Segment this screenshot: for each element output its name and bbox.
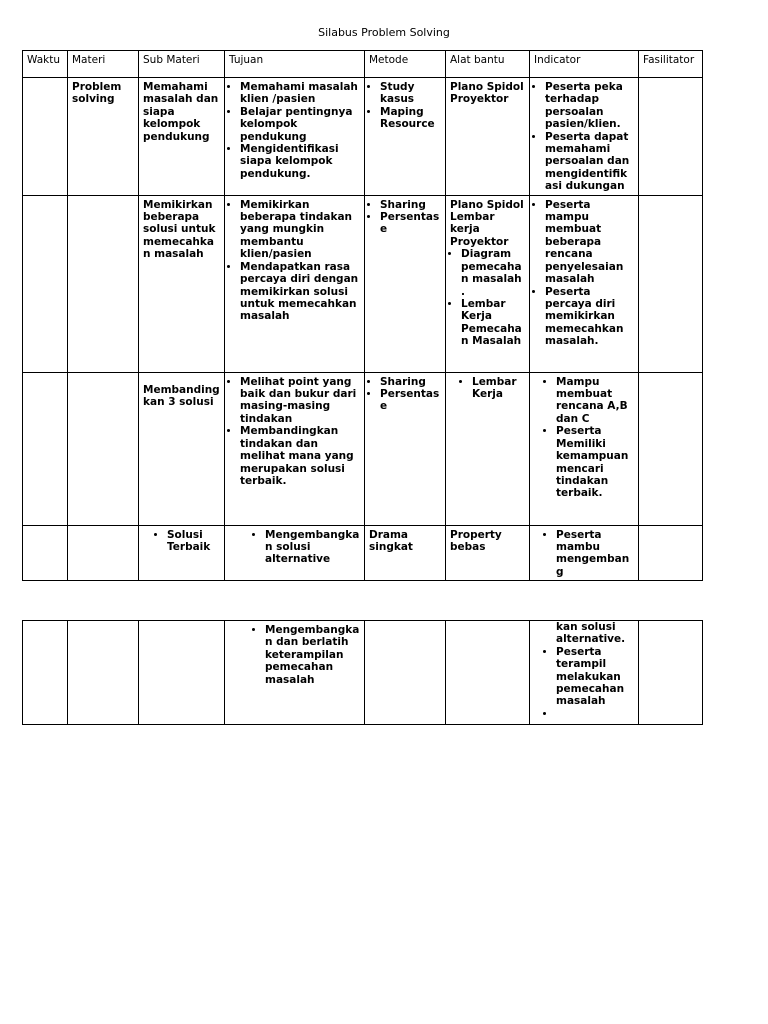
list-item: • Melihat point yang baik dan bukur dari masing-masing tindakan: [240, 376, 360, 426]
list-item: • Maping Resource: [380, 106, 441, 131]
list-item: • Peserta dapat memahami persoalan dan mengidentifikasi dukungan: [545, 131, 634, 193]
indicator-list: [534, 81, 634, 193]
cell-fasilitator: [639, 195, 703, 372]
list-item: • Study kasus: [380, 81, 441, 106]
tujuan-list: [229, 199, 360, 323]
cell-fasilitator: [639, 525, 703, 581]
cell-waktu: [23, 195, 68, 372]
alat-bantu-list: [450, 248, 525, 347]
list-item: • Peserta terampil melakukan pemecahan masalah: [556, 646, 634, 708]
list-item: • Peserta Memiliki kemampuan mencari tindakan terbaik.: [556, 425, 634, 499]
list-item: • Peserta mampu membuat beberapa rencana penyelesaian masalah: [545, 199, 634, 286]
cell-alat-bantu: [446, 621, 530, 725]
spacer: [143, 376, 220, 384]
cell-metode: [365, 78, 446, 196]
indicator-list: [534, 646, 634, 720]
cell-fasilitator: [639, 621, 703, 725]
cell-materi: [68, 372, 139, 525]
cell-sub-materi: [139, 372, 225, 525]
cell-alat-bantu: [446, 195, 530, 372]
cell-alat-bantu: Property bebas: [446, 525, 530, 581]
tujuan-list: [229, 529, 360, 566]
header-waktu: Waktu: [23, 51, 68, 78]
cell-waktu: [23, 621, 68, 725]
cell-waktu: [23, 78, 68, 196]
list-item: • Memikirkan beberapa tindakan yang mungkin membantu klien/pasien: [240, 199, 360, 261]
page-title: Silabus Problem Solving: [318, 26, 450, 39]
header-row: [23, 51, 703, 78]
cell-materi: [68, 195, 139, 372]
header-tujuan: Tujuan: [225, 51, 365, 78]
cell-metode: [365, 372, 446, 525]
cell-waktu: [23, 525, 68, 581]
table-row: [23, 195, 703, 372]
indicator-list: [534, 199, 634, 348]
cell-indicator: [530, 78, 639, 196]
list-item: • Mengembangkan solusi alternative: [265, 529, 360, 566]
list-item: • Solusi Terbaik: [167, 529, 220, 554]
indicator-continued-text: kan solusi alternative.: [556, 621, 626, 646]
cell-indicator: [530, 372, 639, 525]
table-row: [23, 621, 703, 725]
cell-tujuan: [225, 525, 365, 581]
list-item: • Peserta peka terhadap persoalan pasien/klien.: [545, 81, 634, 131]
cell-materi: Problem solving: [68, 78, 139, 196]
header-indicator: Indicator: [530, 51, 639, 78]
header-metode: Metode: [365, 51, 446, 78]
cell-alat-bantu: Plano Spidol Proyektor: [446, 78, 530, 196]
cell-sub-materi: [139, 525, 225, 581]
list-item: • Persentase: [380, 211, 441, 236]
alat-bantu-text: Plano Spidol Lembar kerja Proyektor: [450, 198, 524, 248]
table-row: [23, 525, 703, 581]
cell-metode: [365, 195, 446, 372]
indicator-list: [534, 376, 634, 500]
cell-waktu: [23, 372, 68, 525]
cell-sub-materi: Memikirkan beberapa solusi untuk memecahkan masalah: [139, 195, 225, 372]
cell-alat-bantu: [446, 372, 530, 525]
list-item: • Lembar Kerja: [472, 376, 525, 401]
list-item: • Mengidentifikasi siapa kelompok pendukung.: [240, 143, 360, 180]
cell-metode: Drama singkat: [365, 525, 446, 581]
table-row: [23, 78, 703, 196]
metode-list: [369, 376, 441, 413]
cell-metode: [365, 621, 446, 725]
syllabus-table: [22, 50, 703, 581]
list-item: • Memahami masalah klien /pasien: [240, 81, 360, 106]
list-item: • Membandingkan tindakan dan melihat mana yang merupakan solusi terbaik.: [240, 425, 360, 487]
cell-indicator: [530, 195, 639, 372]
cell-sub-materi: [139, 621, 225, 725]
list-item: • Belajar pentingnya kelompok pendukung: [240, 106, 360, 143]
list-item: • Peserta percaya diri memikirkan memecahkan masalah.: [545, 286, 634, 348]
cell-materi: [68, 621, 139, 725]
sub-materi-text: Membandingkan 3 solusi: [143, 383, 220, 409]
metode-list: [369, 199, 441, 236]
list-item: • Lembar Kerja Pemecahan Masalah: [461, 298, 525, 348]
header-alat-bantu: Alat bantu: [446, 51, 530, 78]
list-item: • Mendapatkan rasa percaya diri dengan memikirkan solusi untuk memecahkan masalah: [240, 261, 360, 323]
header-fasilitator: Fasilitator: [639, 51, 703, 78]
cell-fasilitator: [639, 78, 703, 196]
list-item: • Mengembangkan dan berlatih keterampilan pemecahan masalah: [265, 624, 360, 686]
list-item: • Mampu membuat rencana A,B dan C: [556, 376, 634, 426]
cell-fasilitator: [639, 372, 703, 525]
list-item: • Diagram pemecahan masalah .: [461, 248, 525, 298]
header-materi: Materi: [68, 51, 139, 78]
cell-indicator: [530, 525, 639, 581]
cell-tujuan: [225, 621, 365, 725]
indicator-list: [534, 529, 634, 579]
cell-indicator: [530, 621, 639, 725]
sub-materi-list: [143, 529, 220, 554]
cell-materi: [68, 525, 139, 581]
list-item: • Sharing: [380, 199, 441, 211]
cell-tujuan: [225, 195, 365, 372]
list-item: • Peserta mambu mengembang: [556, 529, 634, 579]
alat-bantu-list: [450, 376, 525, 401]
list-item: [556, 708, 634, 720]
cell-tujuan: [225, 372, 365, 525]
table-row: [23, 372, 703, 525]
tujuan-list: [229, 624, 360, 686]
list-item: • Sharing: [380, 376, 441, 388]
metode-list: [369, 81, 441, 131]
cell-tujuan: [225, 78, 365, 196]
syllabus-table-continued: [22, 620, 703, 725]
header-sub-materi: Sub Materi: [139, 51, 225, 78]
tujuan-list: [229, 376, 360, 488]
cell-sub-materi: Memahami masalah dan siapa kelompok pendukung: [139, 78, 225, 196]
tujuan-list: [229, 81, 360, 180]
list-item: • Persentase: [380, 388, 441, 413]
